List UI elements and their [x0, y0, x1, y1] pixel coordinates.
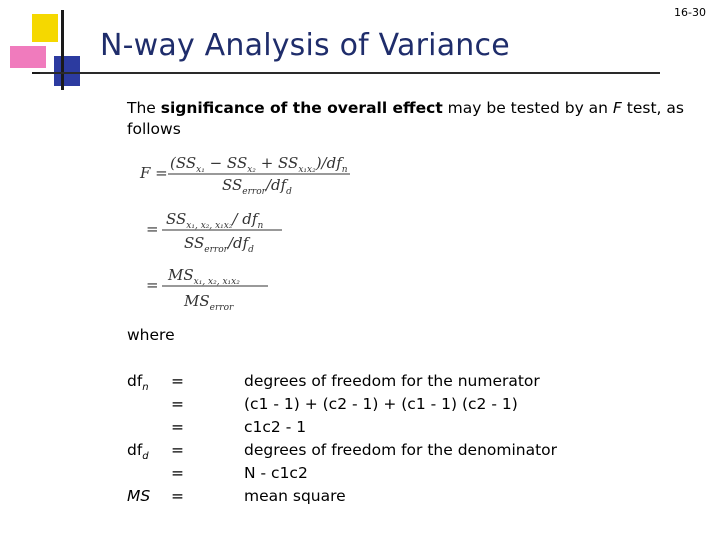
svg-text:(SSx₁ − SSx₂ + SSx₁x₂)/dfn: $(SS_{x_1} - SS_{x_2} + SS_{x_1x_2})/df_n$: [170, 154, 348, 175]
svg-text:SSx₁, x₂, x₁x₂/ dfn: $SS_{x_1, x_2, x_1x_2}/$ $df_n$: [166, 210, 264, 231]
title-divider: [40, 72, 660, 74]
svg-text:SSerror/dfd: $SS_{error}/df_d$: [222, 176, 292, 197]
equals-sign: =: [171, 418, 184, 436]
intro-before: The: [127, 99, 161, 117]
equation-f-ratio-2: [140, 206, 380, 260]
definition-text: mean square: [244, 487, 346, 505]
where-label: where: [127, 326, 175, 344]
symbol-sub: n: [142, 382, 149, 394]
equals-sign: =: [171, 395, 184, 413]
equation-3-svg: [140, 262, 380, 312]
svg-text:=: =: [146, 220, 159, 238]
definition-text: degrees of freedom for the numerator: [244, 372, 540, 390]
intro-after2: test, as follows: [127, 99, 684, 138]
intro-after: may be tested by an: [442, 99, 613, 117]
svg-text:F =: F =: [140, 164, 168, 182]
svg-text:MSx₁, x₂, x₁x₂: $MS_{x_1, x_2, x_1x_2}$: [168, 266, 240, 287]
symbol-main: df: [127, 372, 143, 390]
svg-text:MSerror: $MS_{error}$: [184, 292, 234, 313]
equals-sign: =: [171, 372, 184, 390]
definition-text: c1c2 - 1: [244, 418, 307, 436]
definition-text: degrees of freedom for the denominator: [244, 441, 558, 459]
definition-symbol: [127, 441, 169, 462]
intro-f-letter: F: [612, 99, 622, 117]
equals-sign: =: [171, 464, 184, 482]
symbol-main: df: [127, 441, 143, 459]
definition-text: (c1 - 1) + (c2 - 1) + (c1 - 1) (c2 - 1): [244, 395, 518, 413]
slide-logo: [0, 0, 100, 100]
svg-text:SSerror/dfd: $SS_{error}/df_d$: [184, 234, 254, 255]
equals-sign: =: [171, 487, 184, 505]
definition-text: N - c1c2: [244, 464, 308, 482]
equation-f-ratio-1: [140, 150, 380, 204]
equation-f-ratio-3: [140, 262, 380, 316]
definition-symbol: [127, 372, 169, 393]
symbol-main: MS: [127, 487, 151, 505]
equation-1-svg: [140, 150, 380, 200]
svg-text:=: =: [146, 276, 159, 294]
equation-2-svg: [140, 206, 380, 256]
slide-title: N-way Analysis of Variance: [100, 28, 510, 63]
page-number: 16-30: [674, 6, 706, 19]
symbol-sub: d: [142, 451, 149, 463]
intro-text: [127, 98, 697, 140]
definition-symbol: [127, 487, 169, 505]
intro-bold: significance of the overall effect: [160, 99, 443, 117]
equals-sign: =: [171, 441, 184, 459]
